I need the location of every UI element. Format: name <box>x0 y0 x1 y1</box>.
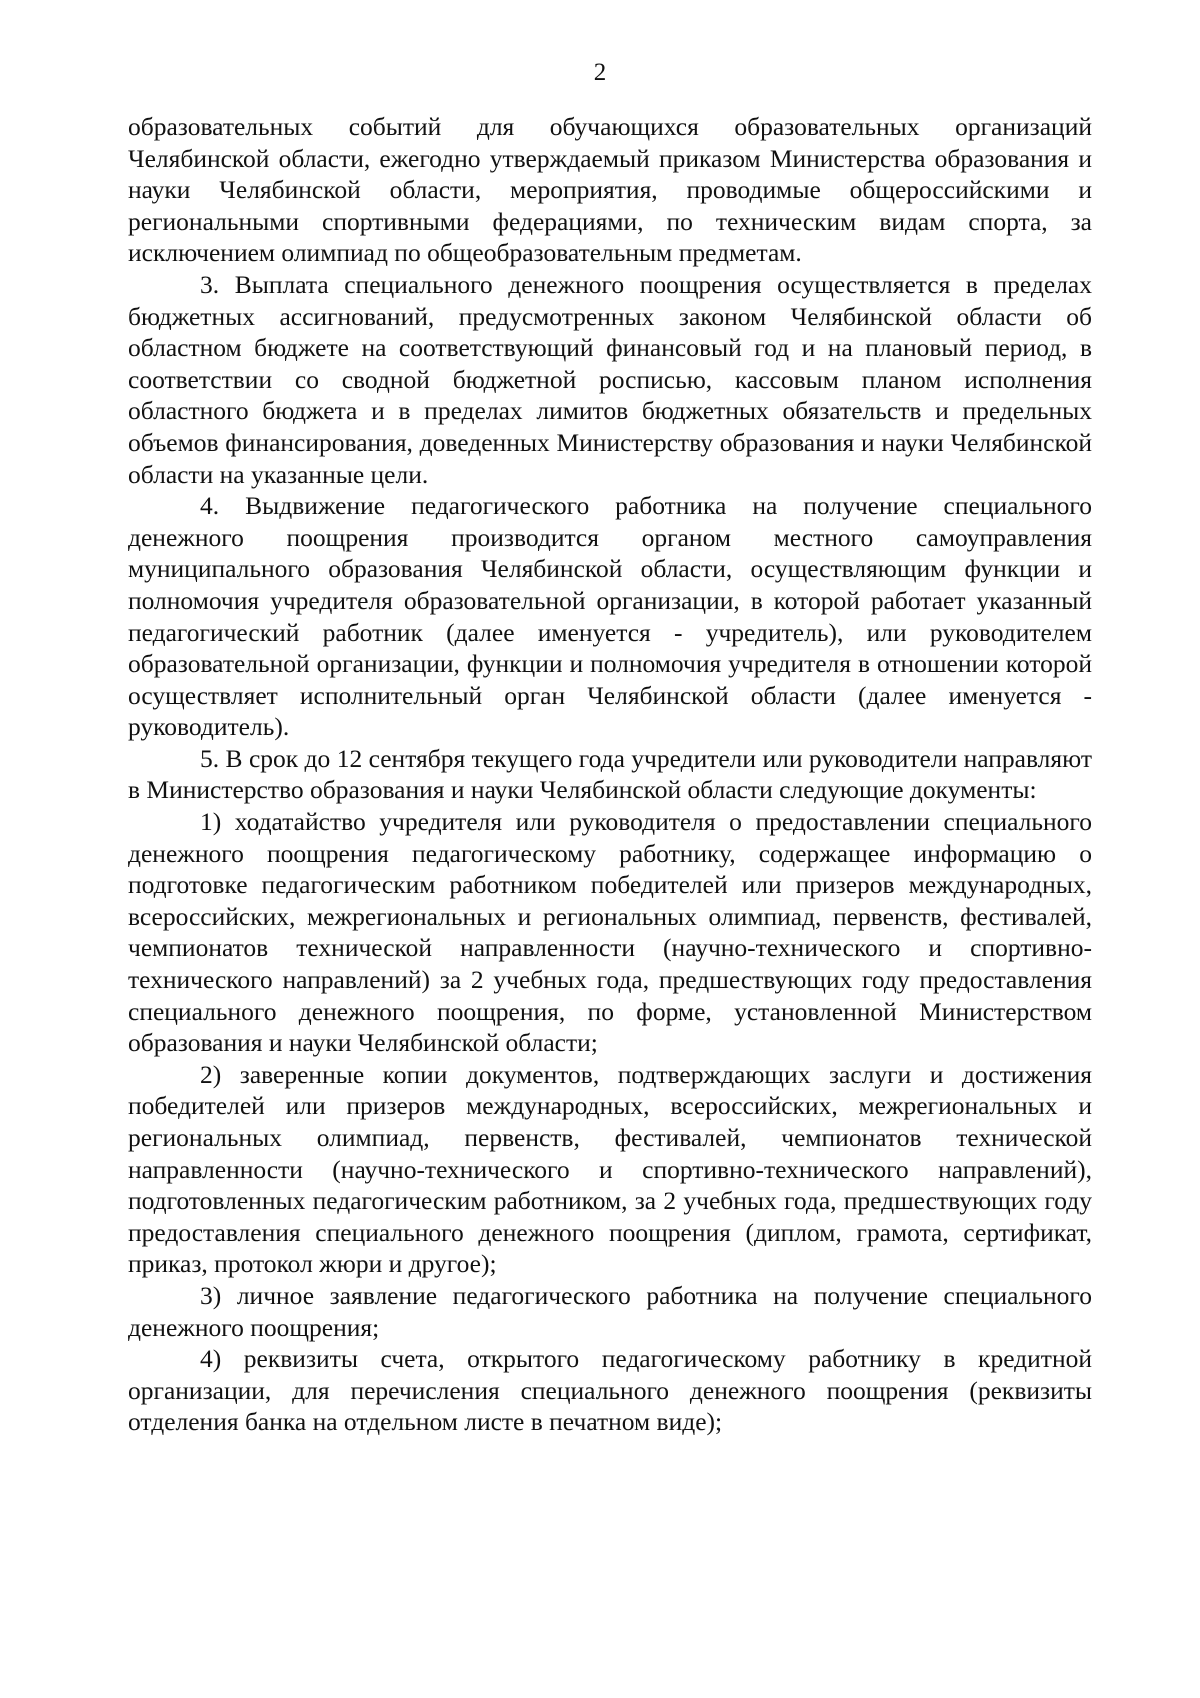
page-number: 2 <box>593 59 607 86</box>
paragraph-item-4: 4. Выдвижение педагогического работника на получение специального денежного поощрения производится органом местного самоуправления муниципального образования Челябинской области, осуществляющим функции и полномочия учредителя образовательной организации, в которой работает указанный педагогический работник (далее именуется - учредитель), или руководителем образовательной организации, функции и полномочия учредителя в отношении которой осуществляет исполнительный орган Челябинской области (далее именуется - руководитель). <box>128 491 1092 742</box>
subitem-5-2: 2) заверенные копии документов, подтверждающих заслуги и достижения победителей или призеров международных, всероссийских, межрегиональных и региональных олимпиад, первенств, фестивалей, чемпионатов технической направленности (научно-технического и спортивно-технического направлений), подготовленных педагогическим работником, за 2 учебных года, предшествующих году предоставления специального денежного поощрения (диплом, грамота, сертификат, приказ, протокол жюри и другое); <box>128 1059 1092 1279</box>
document-body <box>128 111 1092 1438</box>
subitem-5-1: 1) ходатайство учредителя или руководителя о предоставлении специального денежного поощрения педагогическому работнику, содержащее информацию о подготовке педагогическим работником победителей или призеров международных, всероссийских, межрегиональных и региональных олимпиад, первенств, фестивалей, чемпионатов технической направленности (научно-технического и спортивно-технического направлений) за 2 учебных года, предшествующих году предоставления специального денежного поощрения, по форме, установленной Министерством образования и науки Челябинской области; <box>128 807 1092 1058</box>
paragraph-item-3: 3. Выплата специального денежного поощрения осуществляется в пределах бюджетных ассигнований, предусмотренных законом Челябинской области об областном бюджете на соответствующий финансовый год и на плановый период, в соответствии со сводной бюджетной росписью, кассовым планом исполнения областного бюджета и в пределах лимитов бюджетных обязательств и предельных объемов финансирования, доведенных Министерству образования и науки Челябинской области на указанные цели. <box>128 269 1092 489</box>
paragraph-continuation: образовательных событий для обучающихся образовательных организаций Челябинской области, ежегодно утверждаемый приказом Министерства образования и науки Челябинской области, мероприятия, проводимые общероссийскими и региональными спортивными федерациями, по техническим видам спорта, за исключением олимпиад по общеобразовательным предметам. <box>128 112 1092 268</box>
subitem-5-3: 3) личное заявление педагогического работника на получение специального денежного поощрения; <box>128 1280 1092 1342</box>
subitem-5-4: 4) реквизиты счета, открытого педагогическому работнику в кредитной организации, для перечисления специального денежного поощрения (реквизиты отделения банка на отдельном листе в печатном виде); <box>128 1344 1092 1437</box>
paragraph-item-5: 5. В срок до 12 сентября текущего года учредители или руководители направляют в Министерство образования и науки Челябинской области следующие документы: <box>128 743 1092 805</box>
